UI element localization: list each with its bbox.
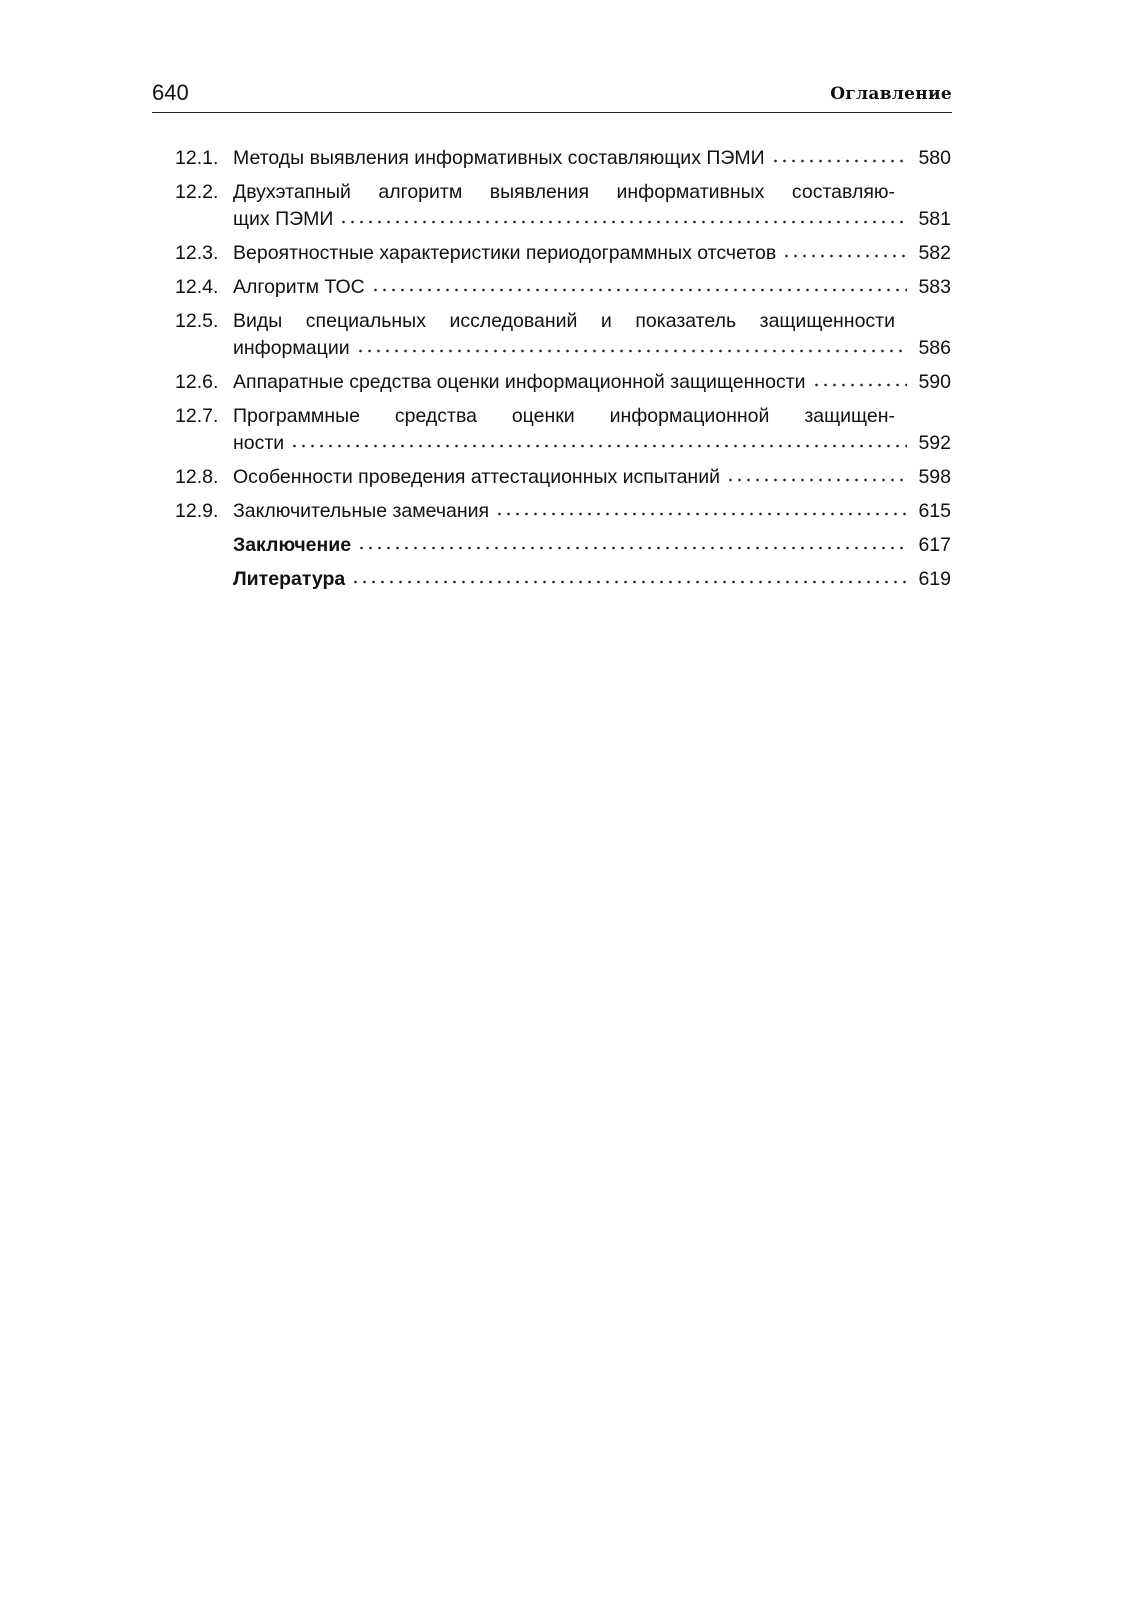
dot-leader	[339, 219, 907, 225]
entry-page-number: 582	[918, 242, 951, 264]
running-title: Оглавление	[830, 84, 952, 104]
table-of-contents	[175, 145, 951, 600]
entry-row	[233, 566, 951, 593]
entry-page-number: 592	[918, 432, 951, 454]
dot-leader	[351, 579, 907, 585]
toc-entry[interactable]	[175, 566, 951, 593]
toc-entry[interactable]	[175, 532, 951, 559]
dot-leader	[726, 477, 907, 483]
entry-row	[233, 240, 951, 267]
entry-page-number: 583	[918, 276, 951, 298]
entry-title: Заключение	[233, 534, 352, 556]
entry-body	[233, 498, 951, 525]
entry-row	[233, 206, 951, 233]
toc-entry[interactable]	[175, 498, 951, 525]
entry-page-number: 581	[918, 208, 951, 230]
entry-title: Методы выявления информативных составляющих ПЭМИ	[233, 147, 765, 169]
entry-body	[233, 566, 951, 593]
entry-page-number: 617	[918, 534, 951, 556]
entry-row	[233, 430, 951, 457]
entry-body	[233, 240, 951, 267]
entry-page-number: 580	[918, 147, 951, 169]
entry-page-number: 598	[918, 466, 951, 488]
entry-body	[233, 145, 951, 172]
dot-leader	[290, 443, 907, 449]
entry-body	[233, 308, 951, 362]
entry-title: щих ПЭМИ	[233, 208, 334, 230]
entry-body	[233, 274, 951, 301]
entry-page-number: 590	[918, 371, 951, 393]
section-number: 12.3.	[175, 242, 219, 264]
section-number: 12.2.	[175, 181, 219, 203]
entry-title: ности	[233, 432, 285, 454]
entry-body	[233, 464, 951, 491]
toc-entry[interactable]	[175, 464, 951, 491]
page-header	[152, 80, 952, 113]
entry-page-number: 615	[918, 500, 951, 522]
dot-leader	[356, 348, 907, 354]
entry-row	[233, 335, 951, 362]
entry-row	[233, 145, 951, 172]
section-number: 12.1.	[175, 147, 219, 169]
entry-title: Особенности проведения аттестационных испытаний	[233, 466, 720, 488]
page-number: 640	[152, 80, 189, 105]
section-number: 12.4.	[175, 276, 219, 298]
entry-row	[233, 532, 951, 559]
entry-row	[233, 498, 951, 525]
entry-title: Аппаратные средства оценки информационной защищенности	[233, 371, 806, 393]
toc-entry[interactable]	[175, 240, 951, 267]
entry-title: Заключительные замечания	[233, 500, 490, 522]
entry-page-number: 619	[918, 568, 951, 590]
section-number: 12.8.	[175, 466, 219, 488]
dot-leader	[495, 511, 907, 517]
toc-entry[interactable]	[175, 145, 951, 172]
toc-entry[interactable]	[175, 179, 951, 233]
section-number	[175, 532, 233, 559]
dot-leader	[371, 287, 907, 293]
entry-title: Вероятностные характеристики периодограммных отсчетов	[233, 242, 777, 264]
toc-entry[interactable]	[175, 308, 951, 362]
entry-title: информации	[233, 337, 350, 359]
section-number: 12.5.	[175, 310, 219, 332]
entry-body	[233, 369, 951, 396]
entry-title: Алгоритм ТОС	[233, 276, 365, 298]
entry-body	[233, 179, 951, 233]
section-number: 12.6.	[175, 371, 219, 393]
entry-body	[233, 403, 951, 457]
dot-leader	[782, 253, 907, 259]
entry-page-number: 586	[918, 337, 951, 359]
dot-leader	[771, 158, 907, 164]
section-number	[175, 566, 233, 593]
section-number: 12.7.	[175, 405, 219, 427]
entry-title: Литература	[233, 568, 346, 590]
entry-body	[233, 532, 951, 559]
toc-entry[interactable]	[175, 369, 951, 396]
entry-title-line1: Виды специальных исследований и показатель защищенности	[233, 310, 895, 332]
dot-leader	[812, 382, 907, 388]
dot-leader	[357, 545, 907, 551]
section-number: 12.9.	[175, 500, 219, 522]
entry-row	[233, 369, 951, 396]
entry-row	[233, 274, 951, 301]
entry-row	[233, 464, 951, 491]
toc-entry[interactable]	[175, 403, 951, 457]
entry-title-line1: Двухэтапный алгоритм выявления информативных составляю-	[233, 181, 895, 203]
toc-entry[interactable]	[175, 274, 951, 301]
entry-title-line1: Программные средства оценки информационной защищен-	[233, 405, 895, 427]
